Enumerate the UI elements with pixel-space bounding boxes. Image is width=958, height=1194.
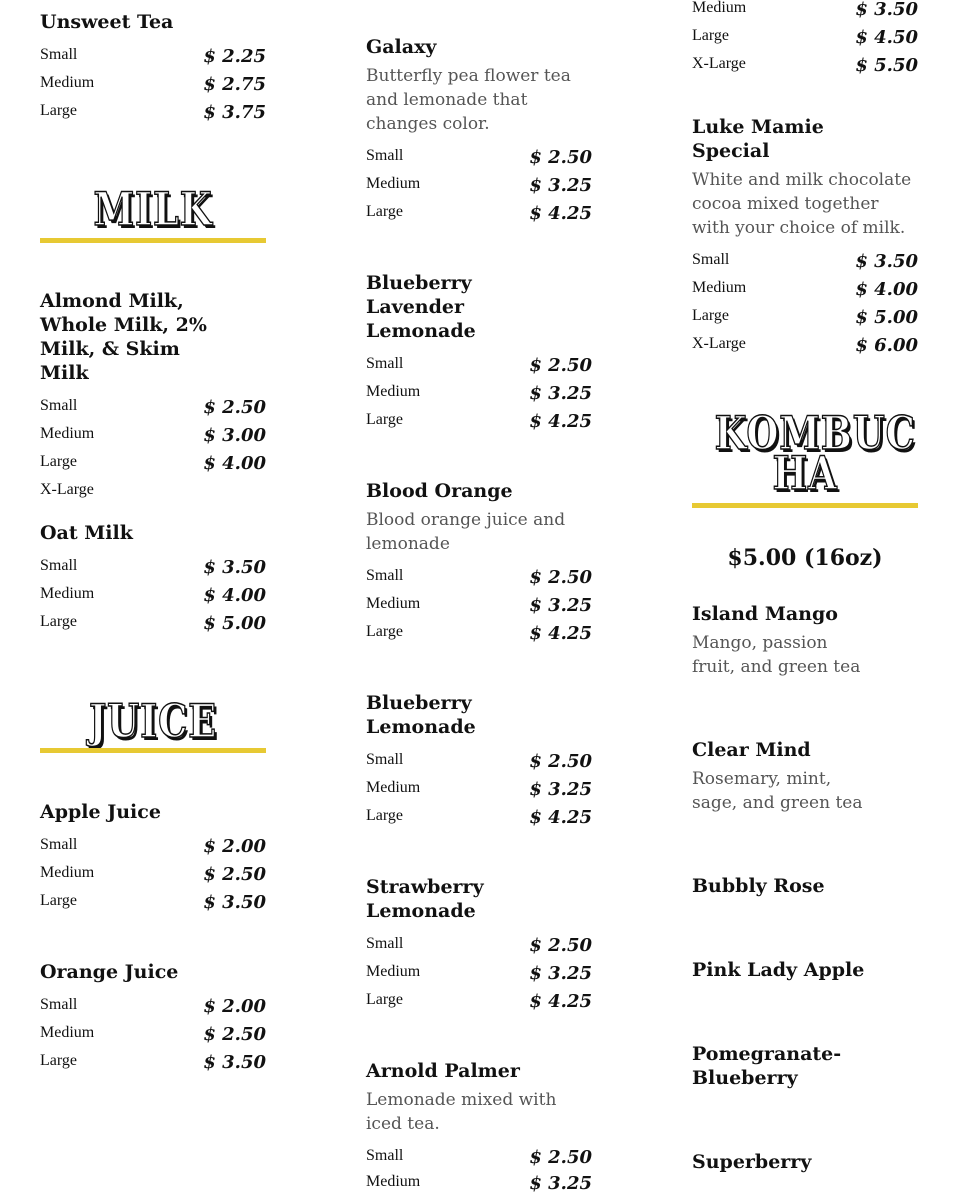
price: $ 2.50	[529, 751, 592, 772]
juice-section-heading: JUICE	[88, 694, 218, 748]
price: $ 2.50	[529, 1147, 592, 1168]
price: $ 4.25	[529, 991, 592, 1012]
size-label: X-Large	[692, 55, 746, 72]
price: $ 3.50	[855, 251, 918, 272]
price: $ 4.25	[529, 807, 592, 828]
size-label: Medium	[40, 585, 95, 602]
price: $ 3.25	[529, 963, 592, 984]
kombucha-section-rule	[692, 503, 918, 508]
size-label: Small	[692, 251, 730, 268]
price: $ 5.00	[203, 613, 266, 634]
arnold-palmer-title: Arnold Palmer	[366, 1060, 520, 1082]
price: $ 2.25	[203, 46, 266, 67]
galaxy-description: Butterfly pea flower tea and lemonade that changes color.	[366, 66, 571, 134]
price: $ 3.25	[529, 779, 592, 800]
price: $ 3.25	[529, 595, 592, 616]
size-label: Large	[366, 203, 404, 220]
size-label: Large	[692, 307, 730, 324]
size-label: Small	[40, 836, 78, 853]
price: $ 3.50	[203, 1052, 266, 1073]
size-label: Small	[366, 935, 404, 952]
size-label: Small	[40, 557, 78, 574]
size-label: Medium	[40, 864, 95, 881]
size-label: Large	[366, 411, 404, 428]
price: $ 4.00	[855, 279, 918, 300]
size-label: Large	[366, 991, 404, 1008]
price: $ 4.00	[203, 585, 266, 606]
juice-section-rule	[40, 748, 266, 753]
pink-lady-apple-title: Pink Lady Apple	[692, 959, 865, 981]
size-label: Large	[40, 1052, 78, 1069]
size-label: Large	[366, 623, 404, 640]
size-label: Medium	[366, 779, 421, 796]
milk-section-rule	[40, 238, 266, 243]
size-label: Small	[366, 1147, 404, 1164]
blood-orange-title: Blood Orange	[366, 480, 513, 502]
size-label: Small	[366, 355, 404, 372]
size-label: Medium	[366, 175, 421, 192]
price: $ 3.25	[529, 1173, 592, 1194]
size-label: Small	[40, 397, 78, 414]
price: $ 2.00	[203, 996, 266, 1017]
price: $ 3.25	[529, 383, 592, 404]
size-label: Medium	[692, 279, 747, 296]
price: $ 3.25	[529, 175, 592, 196]
blueberry-lavender-title: Blueberry Lavender Lemonade	[366, 272, 476, 342]
price: $ 2.50	[529, 147, 592, 168]
size-label: Small	[366, 567, 404, 584]
size-label: Small	[40, 46, 78, 63]
size-label: Medium	[366, 595, 421, 612]
price: $ 2.50	[203, 864, 266, 885]
strawberry-lemonade-title: Strawberry Lemonade	[366, 876, 484, 922]
price: $ 3.50	[203, 557, 266, 578]
kombucha-flat-price: $5.00 (16oz)	[727, 545, 883, 571]
price: $ 2.50	[529, 355, 592, 376]
luke-mamie-title: Luke Mamie Special	[692, 116, 824, 162]
bubbly-rose-title: Bubbly Rose	[692, 875, 825, 897]
price: $ 4.25	[529, 203, 592, 224]
size-label: Small	[40, 996, 78, 1013]
clear-mind-title: Clear Mind	[692, 739, 811, 761]
size-label: Large	[40, 892, 78, 909]
price: $ 4.25	[529, 411, 592, 432]
price: $ 2.50	[203, 397, 266, 418]
size-label: Medium	[40, 425, 95, 442]
galaxy-title: Galaxy	[366, 36, 437, 58]
price: $ 4.50	[855, 27, 918, 48]
size-label: Small	[366, 751, 404, 768]
size-label: Medium	[366, 1173, 421, 1190]
price: $ 4.25	[529, 623, 592, 644]
apple-juice-title: Apple Juice	[40, 801, 161, 823]
size-label: Large	[40, 102, 78, 119]
size-label: X-Large	[40, 481, 94, 498]
size-label: Medium	[40, 1024, 95, 1041]
size-label: X-Large	[692, 335, 746, 352]
luke-mamie-description: White and milk chocolate cocoa mixed together with your choice of milk.	[692, 170, 912, 238]
price: $ 2.75	[203, 74, 266, 95]
oat-milk-title: Oat Milk	[40, 522, 133, 544]
price: $ 3.50	[855, 0, 918, 20]
size-label: Large	[40, 613, 78, 630]
price: $ 5.00	[855, 307, 918, 328]
unsweet-tea-title: Unsweet Tea	[40, 11, 174, 33]
price: $ 3.75	[203, 102, 266, 123]
size-label: Large	[40, 453, 78, 470]
price: $ 3.00	[203, 425, 266, 446]
kombucha-heading-line2: HA	[772, 446, 838, 500]
size-label: Medium	[366, 963, 421, 980]
price: $ 3.50	[203, 892, 266, 913]
milk-section-heading: MILK	[93, 182, 213, 236]
orange-juice-title: Orange Juice	[40, 961, 179, 983]
size-label: Small	[366, 147, 404, 164]
clear-mind-description: Rosemary, mint, sage, and green tea	[692, 769, 863, 813]
price: $ 4.00	[203, 453, 266, 474]
size-label: Large	[366, 807, 404, 824]
size-label: Medium	[366, 383, 421, 400]
arnold-palmer-description: Lemonade mixed with iced tea.	[366, 1090, 557, 1134]
price: $ 2.00	[203, 836, 266, 857]
size-label: Large	[692, 27, 730, 44]
price: $ 5.50	[855, 55, 918, 76]
size-label: Medium	[692, 0, 747, 16]
pomegranate-blueberry-title: Pomegranate-Blueberry	[692, 1043, 842, 1089]
price: $ 2.50	[529, 567, 592, 588]
blood-orange-description: Blood orange juice and lemonade	[366, 510, 566, 554]
island-mango-title: Island Mango	[692, 603, 838, 625]
size-label: Medium	[40, 74, 95, 91]
blueberry-lemonade-title: Blueberry Lemonade	[366, 692, 476, 738]
almond-milk-title: Almond Milk, Whole Milk, 2% Milk, & Skim Milk	[40, 290, 207, 384]
island-mango-description: Mango, passion fruit, and green tea	[692, 633, 861, 677]
superberry-title: Superberry	[692, 1151, 812, 1173]
price: $ 2.50	[203, 1024, 266, 1045]
price: $ 6.00	[855, 335, 918, 356]
kombucha-heading-line1: KOMBUC	[714, 406, 916, 460]
price: $ 2.50	[529, 935, 592, 956]
